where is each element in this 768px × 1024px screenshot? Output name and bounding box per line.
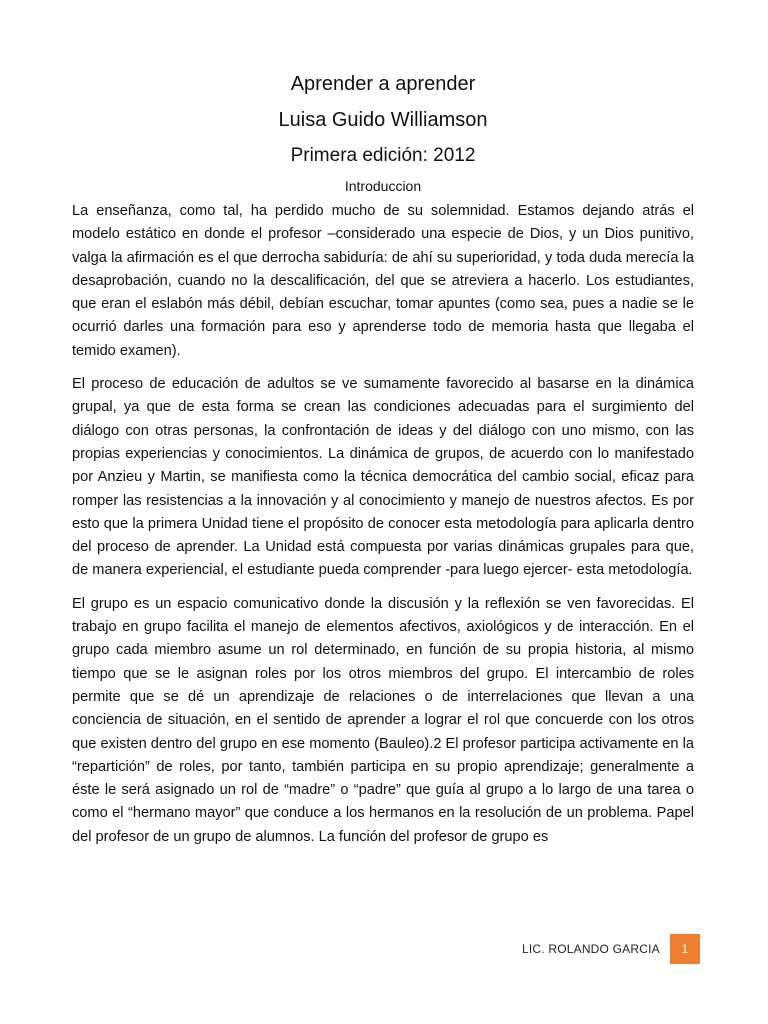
page-number-badge: 1 [670,934,700,964]
document-title: Aprender a aprender [290,73,476,95]
section-heading: Introduccion [344,178,422,194]
paragraph-2: El proceso de educación de adultos se ve sumamente favorecido al basarse en la dinámica grupal, ya que de esta forma se crean las condiciones adecuadas para el surgimiento del diálogo con otras personas, la confrontación de ideas y del diálogo con uno mismo, con las propias experiencias y conocimientos. La dinámica de grupos, de acuerdo con lo manifestado por Anzieu y Martin, se manifiesta como la técnica democrática del cambio social, eficaz para romper las resistencias a la innovación y al conocimiento y manejo de nuestros afectos. Es por esto que la primera Unidad tiene el propósito de conocer esta metodología para aplicarla dentro del proceso de aprender. La Unidad está compuesta por varias dinámicas grupales para que, de manera experiencial, el estudiante pueda comprender -para luego ejercer- esta metodología. [72,376,694,579]
document-author: Luisa Guido Williamson [278,109,488,131]
paragraph-3: El grupo es un espacio comunicativo donde la discusión y la reflexión se ven favorecidas. El trabajo en grupo facilita el manejo de elementos afectivos, axiológicos y de interacción. En el grupo cada miembro asume un rol determinado, en función de su propia historia, al mismo tiempo que se le asignan roles por los otros miembros del grupo. El intercambio de roles permite que se dé un aprendizaje de relaciones o de interrelaciones que llevan a una conciencia de situación, en el sentido de aprender a lograr el rol que concuerde con los otros que existen dentro del grupo en ese momento (Bauleo).2 El profesor participa activamente en la “repartición” de roles, por tanto, también participa en su propio aprendizaje; generalmente a éste le será asignado un rol de “madre” o “padre” que guía al grupo a lo largo de una tarea o como el “hermano mayor” que conduce a los hermanos en la resolución de un problema. Papel del profesor de un grupo de alumnos. La función del profesor de grupo es [72,595,694,845]
document-edition: Primera edición: 2012 [290,145,476,166]
page-footer [522,934,700,964]
document-page [72,70,694,859]
footer-author: LIC. ROLANDO GARCIA [522,942,660,956]
paragraph-1: La enseñanza, como tal, ha perdido mucho de su solemnidad. Estamos dejando atrás el modelo estático en donde el profesor –considerado una especie de Dios, y un Dios punitivo, valga la afirmación es el que derrocha sabiduría: de ahí su superioridad, y toda duda merecía la desaprobación, cuando no la descalificación, del que se atreviera a hacerlo. Los estudiantes, que eran el eslabón más débil, debían escuchar, tomar apuntes (como sea, pues a nadie se le ocurrió darles una formación para eso y aprenderse todo de memoria hasta que llegaba el temido examen). [72,203,694,359]
